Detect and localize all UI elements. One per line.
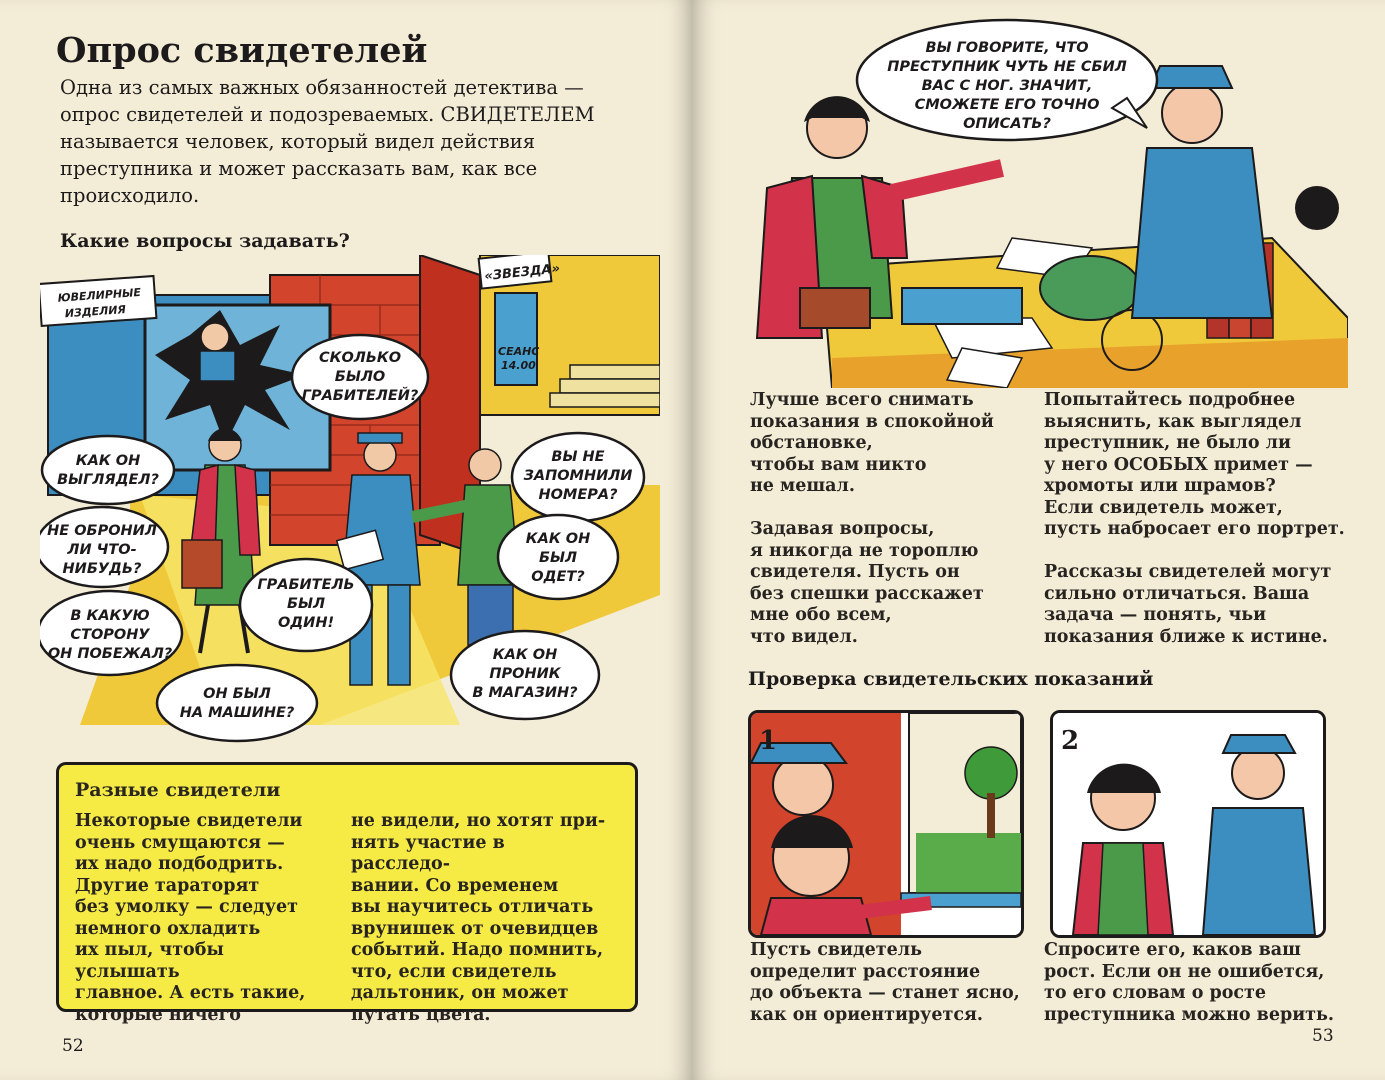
bubble-dropped-line-2: ЛИ ЧТО- <box>67 542 137 558</box>
bubble-how-many-line-2: БЫЛО <box>334 369 386 385</box>
right-page <box>692 0 1385 1080</box>
panel-1-number: 1 <box>759 726 778 756</box>
poster-line-1: СЕАНС <box>498 345 540 358</box>
page-number-left: 52 <box>62 1036 84 1056</box>
top-bubble-line-2: ПРЕСТУПНИК ЧУТЬ НЕ СБИЛ <box>887 59 1127 75</box>
bubble-dropped-line-1: НЕ ОБРОНИЛ <box>47 523 157 539</box>
street-scene-illustration <box>40 255 660 745</box>
bubble-dressed-line-3: ОДЕТ? <box>531 569 585 585</box>
left-page <box>0 0 692 1080</box>
page-number-right: 53 <box>1312 1026 1334 1046</box>
bubble-plates-line-2: ЗАПОМНИЛИ <box>523 468 633 484</box>
page-title: Опрос свидетелей <box>56 30 428 71</box>
jewelry-sign-line-2: ИЗДЕЛИЯ <box>64 303 127 321</box>
bubble-dropped-line-3: НИБУДЬ? <box>62 561 142 577</box>
advice-column-right: Попытайтесь подробнее выяснить, как выглядел преступник, не было ли у него ОСОБЫХ примет — хромоты или шрамов? Если свидетель может, пусть набросает его портрет. Рассказы свидетелей могут сильно отличаться. Ваша задача — понять, чьи показания ближе к истине. <box>1044 390 1345 647</box>
bubble-entered-line-2: ПРОНИК <box>489 666 561 682</box>
bubble-one-robber-line-2: БЫЛ <box>286 596 326 612</box>
bubble-dressed-line-1: КАК ОН <box>525 531 591 547</box>
bubble-plates-line-3: НОМЕРА? <box>538 487 618 503</box>
cinema-sign: «ЗВЕЗДА» <box>483 261 561 285</box>
different-witnesses-box <box>56 762 638 1025</box>
interview-illustration <box>752 18 1348 388</box>
box-title: Разные свидетели <box>75 779 281 801</box>
box-column-2: не видели, но хотят при- нять участие в расследо- вании. Со временем вы научитесь отличать врунишек от очевидцев событий. Надо помнить, что, если свидетель дальтоник, он может путать цвета. <box>351 811 606 1025</box>
panel-2-caption: Спросите его, каков ваш рост. Если он не ошибется, то его словам о росте преступника можно верить. <box>1044 940 1334 1025</box>
bubble-appearance-line-1: КАК ОН <box>75 453 141 469</box>
bubble-how-many-line-3: ГРАБИТЕЛЕЙ? <box>301 388 419 404</box>
intro-paragraph: Одна из самых важных обязанностей детектива — опрос свидетелей и подозреваемых. СВИДЕТЕЛЕМ называется человек, который видел действия преступника и может рассказать вам, как все происходило. <box>60 76 595 207</box>
bubble-plates-line-1: ВЫ НЕ <box>551 449 605 465</box>
advice-column-left: Лучше всего снимать показания в спокойной обстановке, чтобы вам никто не мешал. Задавая вопросы, я никогда не тороплю свидетеля. Пусть он без спешки расскажет мне обо всем, что видел. <box>750 390 994 647</box>
bubble-car-line-2: НА МАШИНЕ? <box>179 705 295 721</box>
panel-1 <box>748 710 1024 938</box>
bubble-direction-line-3: ОН ПОБЕЖАЛ? <box>47 646 173 662</box>
box-column-1: Некоторые свидетели очень смущаются — их надо подбодрить. Другие тараторят без умолку — следует немного охладить их пыл, чтобы услышать главное. А есть такие, которые ничего <box>75 811 306 1025</box>
bubble-direction-line-2: СТОРОНУ <box>70 627 150 643</box>
bubble-entered-line-1: КАК ОН <box>492 647 558 663</box>
panel-1-caption: Пусть свидетель определит расстояние до объекта — станет ясно, как он ориентируется. <box>750 940 1020 1025</box>
check-heading: Проверка свидетельских показаний <box>748 668 1154 690</box>
panel-1-illustration <box>751 713 1021 935</box>
bubble-appearance-line-2: ВЫГЛЯДЕЛ? <box>57 472 159 488</box>
top-bubble-line-1: ВЫ ГОВОРИТЕ, ЧТО <box>925 40 1089 56</box>
top-bubble-line-4: СМОЖЕТЕ ЕГО ТОЧНО <box>914 97 1100 113</box>
questions-heading: Какие вопросы задавать? <box>60 230 350 252</box>
poster-line-2: 14.00 <box>501 359 536 372</box>
bubble-one-robber-line-1: ГРАБИТЕЛЬ <box>257 577 355 593</box>
bubble-direction-line-1: В КАКУЮ <box>70 608 150 624</box>
panel-2-illustration <box>1053 713 1323 935</box>
bubble-entered-line-3: В МАГАЗИН? <box>472 685 578 701</box>
panel-2 <box>1050 710 1326 938</box>
bubble-how-many-line-1: СКОЛЬКО <box>318 350 402 366</box>
bubble-dressed-line-2: БЫЛ <box>538 550 578 566</box>
panel-2-number: 2 <box>1061 726 1080 756</box>
top-bubble-line-3: ВАС С НОГ. ЗНАЧИТ, <box>921 78 1093 94</box>
bubble-one-robber-line-3: ОДИН! <box>277 615 335 631</box>
bubble-car-line-1: ОН БЫЛ <box>203 686 271 702</box>
top-bubble-line-5: ОПИСАТЬ? <box>963 116 1051 132</box>
jewelry-sign-line-1: ЮВЕЛИРНЫЕ <box>57 285 142 305</box>
